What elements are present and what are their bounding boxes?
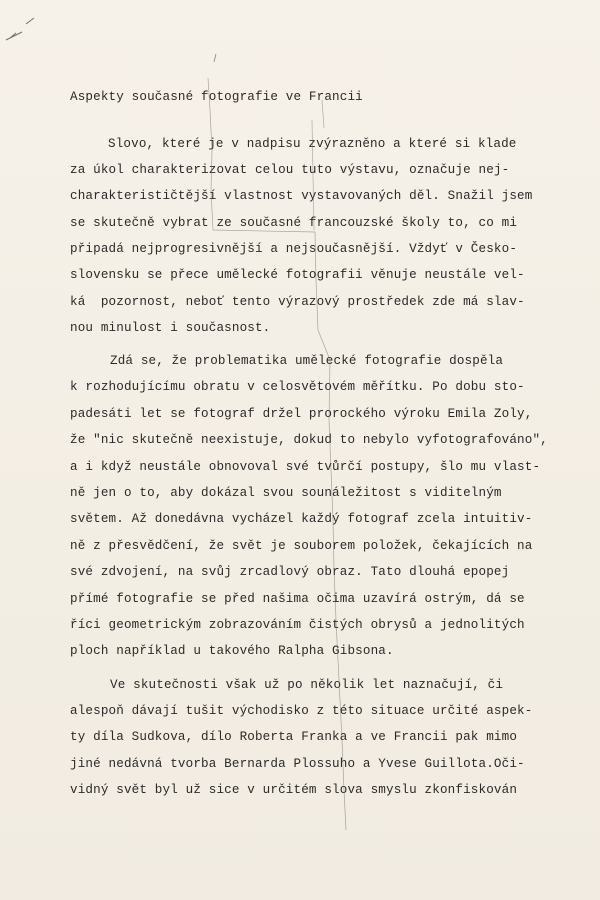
paragraph-2-line-1: Zdá se, že problematika umělecké fotografie dospěla: [110, 354, 504, 368]
paragraph-2-line-11: říci geometrickým zobrazováním čistých obrysů a jednolitých: [70, 618, 525, 632]
paragraph-3-line-2: alespoň dávají tušit východisko z této situace určité aspek-: [70, 704, 533, 718]
paragraph-2-line-4: že "nic skutečně neexistuje, dokud to nebylo vyfotografováno",: [70, 433, 548, 447]
paragraph-1-line-5: připadá nejprogresivnější a nejsoučasnější. Vždyť v Česko-: [70, 242, 518, 256]
paragraph-3-line-1: Ve skutečnosti však už po několik let naznačují, či: [110, 678, 504, 692]
document-title: Aspekty současné fotografie ve Francii: [70, 90, 363, 104]
paragraph-1-line-1: Slovo, které je v nadpisu zvýrazněno a které si klade: [108, 137, 517, 151]
paragraph-2-line-8: ně z přesvědčení, že svět je souborem položek, čekajících na: [70, 539, 533, 553]
paragraph-2-line-7: světem. Až donedávna vycházel každý fotograf zcela intuitiv-: [70, 512, 533, 526]
paragraph-1-line-2: za úkol charakterizovat celou tuto výstavu, označuje nej-: [70, 163, 510, 177]
paragraph-1-line-4: se skutečně vybrat ze současné francouzské školy to, co mi: [70, 216, 518, 230]
paragraph-2-line-2: k rozhodujícímu obratu v celosvětovém měřítku. Po dobu sto-: [70, 380, 525, 394]
paragraph-1-line-6: slovensku se přece umělecké fotografii věnuje neustále vel-: [70, 268, 525, 282]
paragraph-2-line-6: ně jen o to, aby dokázal svou sounáležitost s viditelným: [70, 486, 502, 500]
paragraph-3-line-4: jiné nedávná tvorba Bernarda Plossuho a Yvese Guillota.Oči-: [70, 757, 525, 771]
paragraph-3-line-5: vidný svět byl už sice v určitém slova smyslu zkonfiskován: [70, 783, 518, 797]
paragraph-2-line-12: ploch například u takového Ralpha Gibsona.: [70, 644, 394, 658]
paragraph-1-line-8: nou minulost i současnost.: [70, 321, 271, 335]
paragraph-2-line-3: padesáti let se fotograf držel prorockého výroku Emila Zoly,: [70, 407, 533, 421]
paragraph-3-line-3: ty díla Sudkova, dílo Roberta Franka a ve Francii pak mimo: [70, 730, 518, 744]
paragraph-1-line-3: charakterističtější vlastnost vystavovaných děl. Snažil jsem: [70, 189, 533, 203]
paragraph-2-line-9: své zdvojení, na svůj zrcadlový obraz. Tato dlouhá epopej: [70, 565, 510, 579]
paragraph-2-line-5: a i když neustále obnovoval své tvůrčí postupy, šlo mu vlast-: [70, 460, 541, 474]
paragraph-1-line-7: ká pozornost, neboť tento výrazový prostředek zde má slav-: [70, 295, 525, 309]
paragraph-2-line-10: přímé fotografie se před našima očima uzavírá ostrým, dá se: [70, 592, 525, 606]
